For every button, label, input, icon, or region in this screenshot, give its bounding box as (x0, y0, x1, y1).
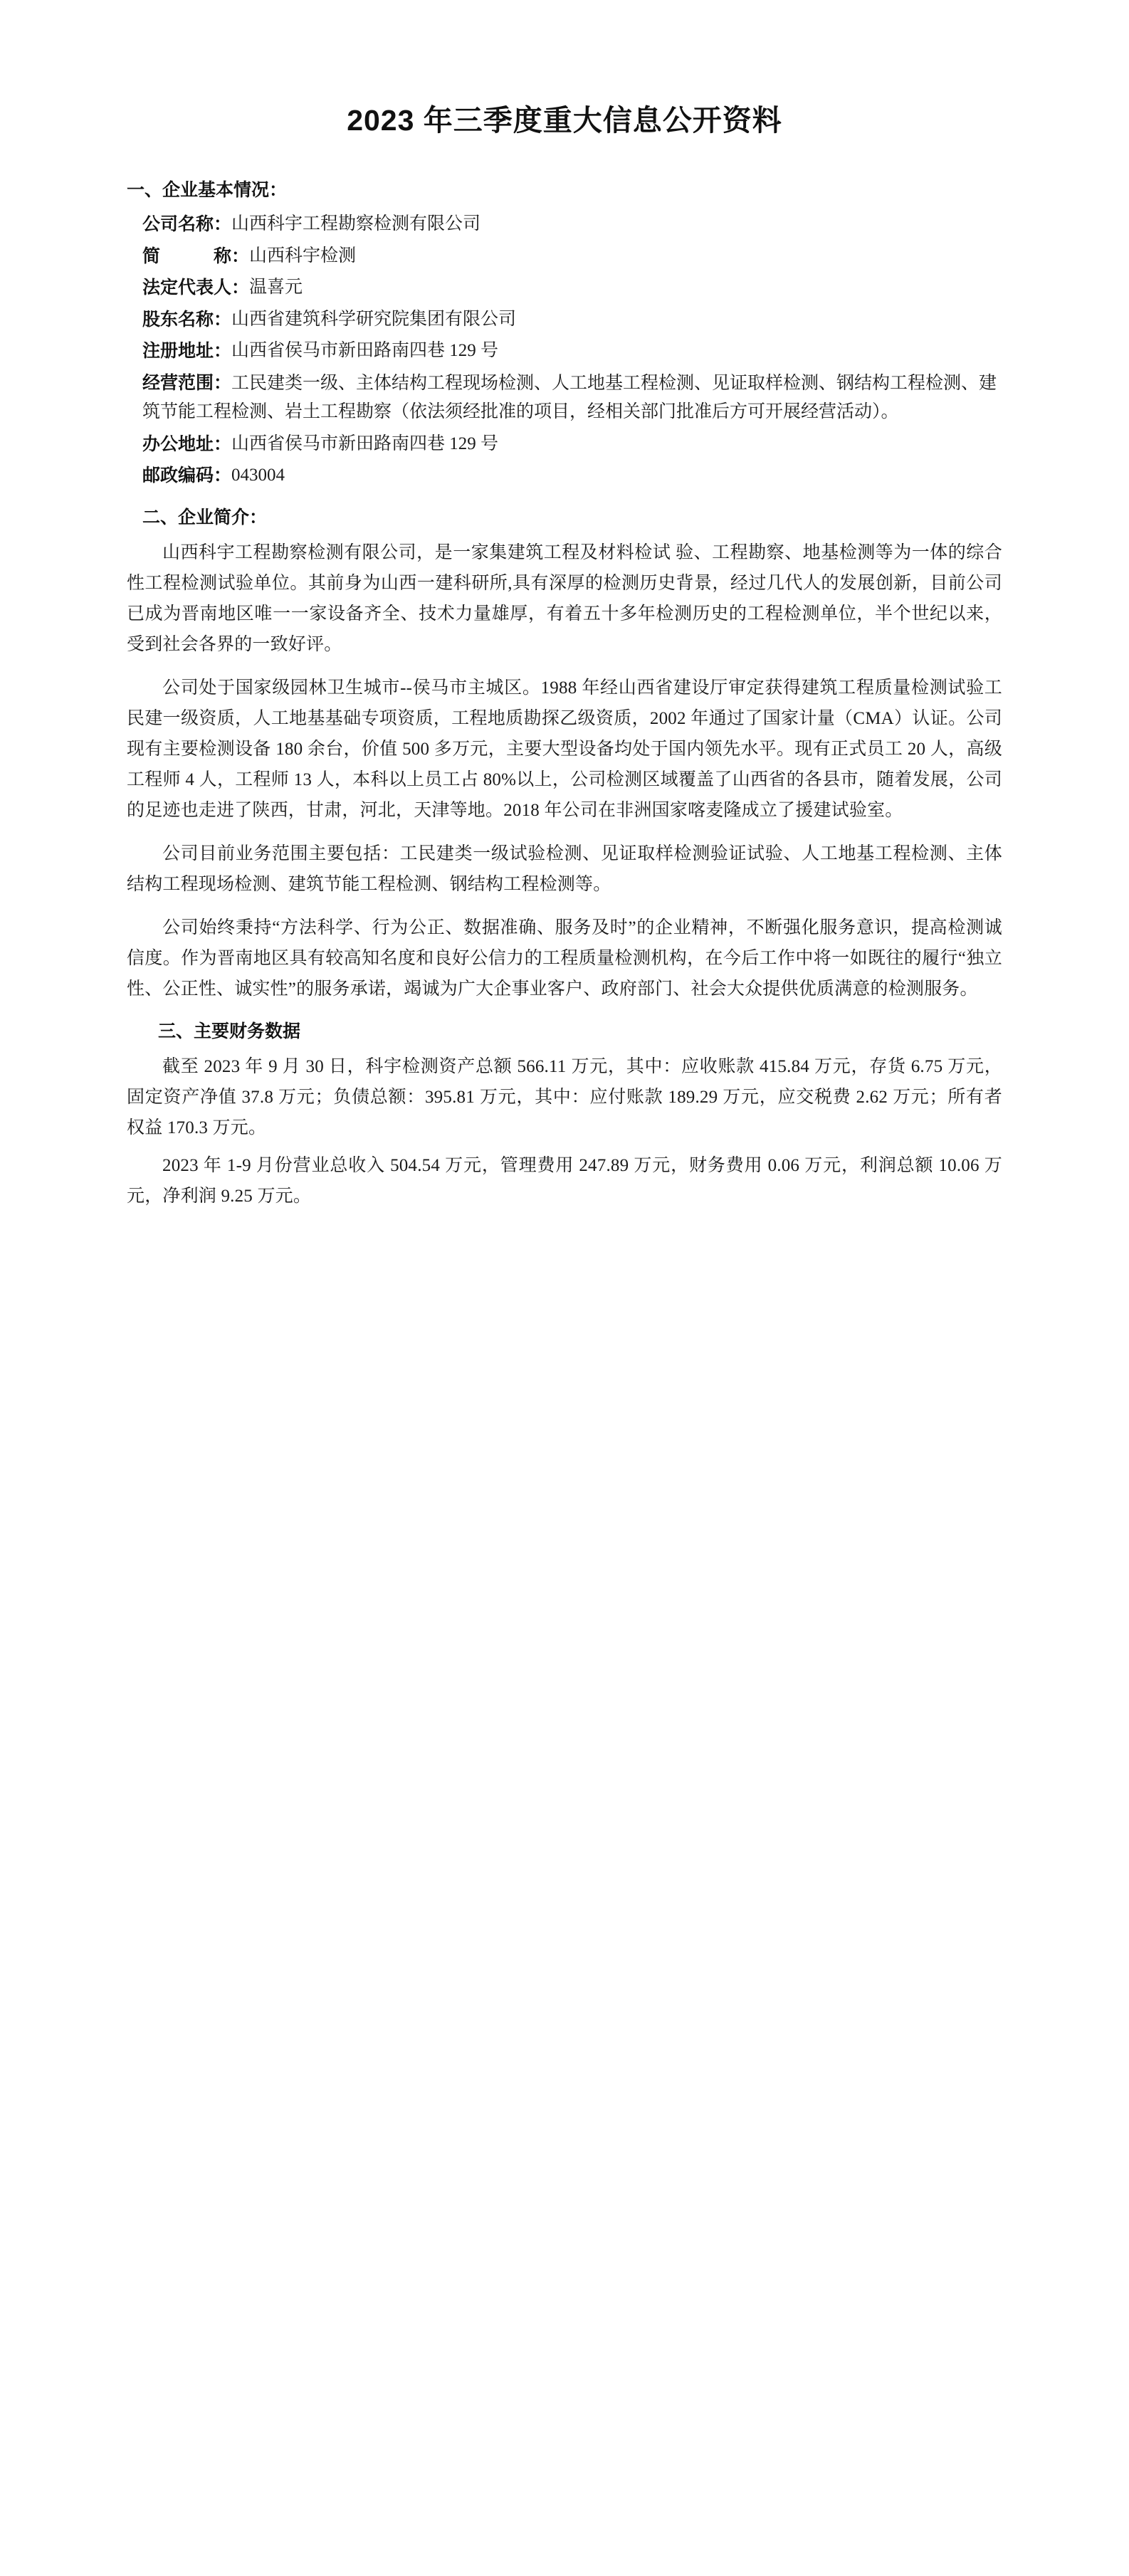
field-registered-address (127, 337, 1002, 366)
field-value: 山西省侯马市新田路南四巷 129 号 (231, 341, 499, 360)
section-heading-financial-data: 三、主要财务数据 (158, 1021, 301, 1041)
field-label: 经营范围： (142, 372, 232, 393)
field-label: 简 称： (142, 246, 250, 266)
intro-paragraph-2: 公司处于国家级园林卫生城市--侯马市主城区。1988 年经山西省建设厅审定获得建筑工程质量检测试验工民建一级资质，人工地基基础专项资质，工程地质勘探乙级资质，2002 年通过了国家计量（CMA）认证。公司现有主要检测设备 180 余台，价值 500 多万元，主要大型设备均处于国内领先水平。现有正式员工 20 人，高级工程师 4 人，工程师 13 人，本科以上员工占 80%以上，公司检测区域覆盖了山西省的各县市，随着发展，公司的足迹也走进了陕西，甘肃，河北，天津等地。2018 年公司在非洲国家喀麦隆成立了援建试验室。 (127, 678, 1002, 820)
field-value: 043004 (231, 466, 285, 485)
field-label: 办公地址： (142, 433, 232, 454)
field-postal-code (127, 461, 1002, 490)
page-title: 2023 年三季度重大信息公开资料 (347, 104, 782, 137)
field-label: 股东名称： (142, 309, 232, 330)
field-business-scope (127, 369, 1002, 427)
field-value: 山西科宇工程勘察检测有限公司 (231, 214, 481, 233)
field-short-name (127, 242, 1002, 271)
intro-paragraph-4: 公司始终秉持“方法科学、行为公正、数据准确、服务及时”的企业精神，不断强化服务意识，提高检测诚信度。作为晋南地区具有较高知名度和良好公信力的工程质量检测机构，在今后工作中将一如既往的履行“独立性、公正性、诚实性”的服务承诺，竭诚为广大企事业客户、政府部门、社会大众提供优质满意的检测服务。 (127, 918, 1002, 999)
field-label: 注册地址： (142, 341, 232, 361)
field-label: 邮政编码： (142, 466, 232, 485)
section-heading-company-intro: 二、企业简介： (142, 507, 268, 527)
section-heading-basic-info: 一、企业基本情况： (127, 180, 288, 200)
field-company-name (127, 210, 1002, 239)
intro-paragraph-1: 山西科宇工程勘察检测有限公司，是一家集建筑工程及材料检试 验、工程勘察、地基检测等为一体的综合性工程检测试验单位。其前身为山西一建科研所,具有深厚的检测历史背景，经过几代人的发展创新，目前公司已成为晋南地区唯一一家设备齐全、技术力量雄厚，有着五十多年检测历史的工程检测单位，半个世纪以来，受到社会各界的一致好评。 (127, 542, 1002, 654)
field-value: 工民建类一级、主体结构工程现场检测、人工地基工程检测、见证取样检测、钢结构工程检测、建筑节能工程检测、岩土工程勘察（依法须经批准的项目，经相关部门批准后方可开展经营活动）。 (142, 373, 997, 421)
field-label: 法定代表人： (142, 278, 250, 298)
field-value: 山西科宇检测 (249, 246, 357, 266)
field-office-address (127, 430, 1002, 459)
field-value: 山西省建筑科学研究院集团有限公司 (231, 309, 517, 329)
intro-paragraph-3: 公司目前业务范围主要包括：工民建类一级试验检测、见证取样检测验证试验、人工地基工程检测、主体结构工程现场检测、建筑节能工程检测、钢结构工程检测等。 (127, 843, 1002, 894)
field-value: 山西省侯马市新田路南四巷 129 号 (231, 433, 499, 453)
field-shareholder-name (127, 305, 1002, 335)
financial-paragraph-1: 截至 2023 年 9 月 30 日，科宇检测资产总额 566.11 万元，其中：应收账款 415.84 万元，存货 6.75 万元，固定资产净值 37.8 万元；负债总额：395.81 万元，其中：应付账款 189.29 万元，应交税费 2.62 万元；所有者权益 170.3 万元。 (127, 1056, 1002, 1137)
financial-paragraph-2: 2023 年 1-9 月份营业总收入 504.54 万元，管理费用 247.89 万元，财务费用 0.06 万元，利润总额 10.06 万元，净利润 9.25 万元。 (127, 1155, 1002, 1206)
field-legal-representative (127, 273, 1002, 303)
field-label: 公司名称： (142, 214, 232, 234)
field-value: 温喜元 (249, 278, 303, 297)
